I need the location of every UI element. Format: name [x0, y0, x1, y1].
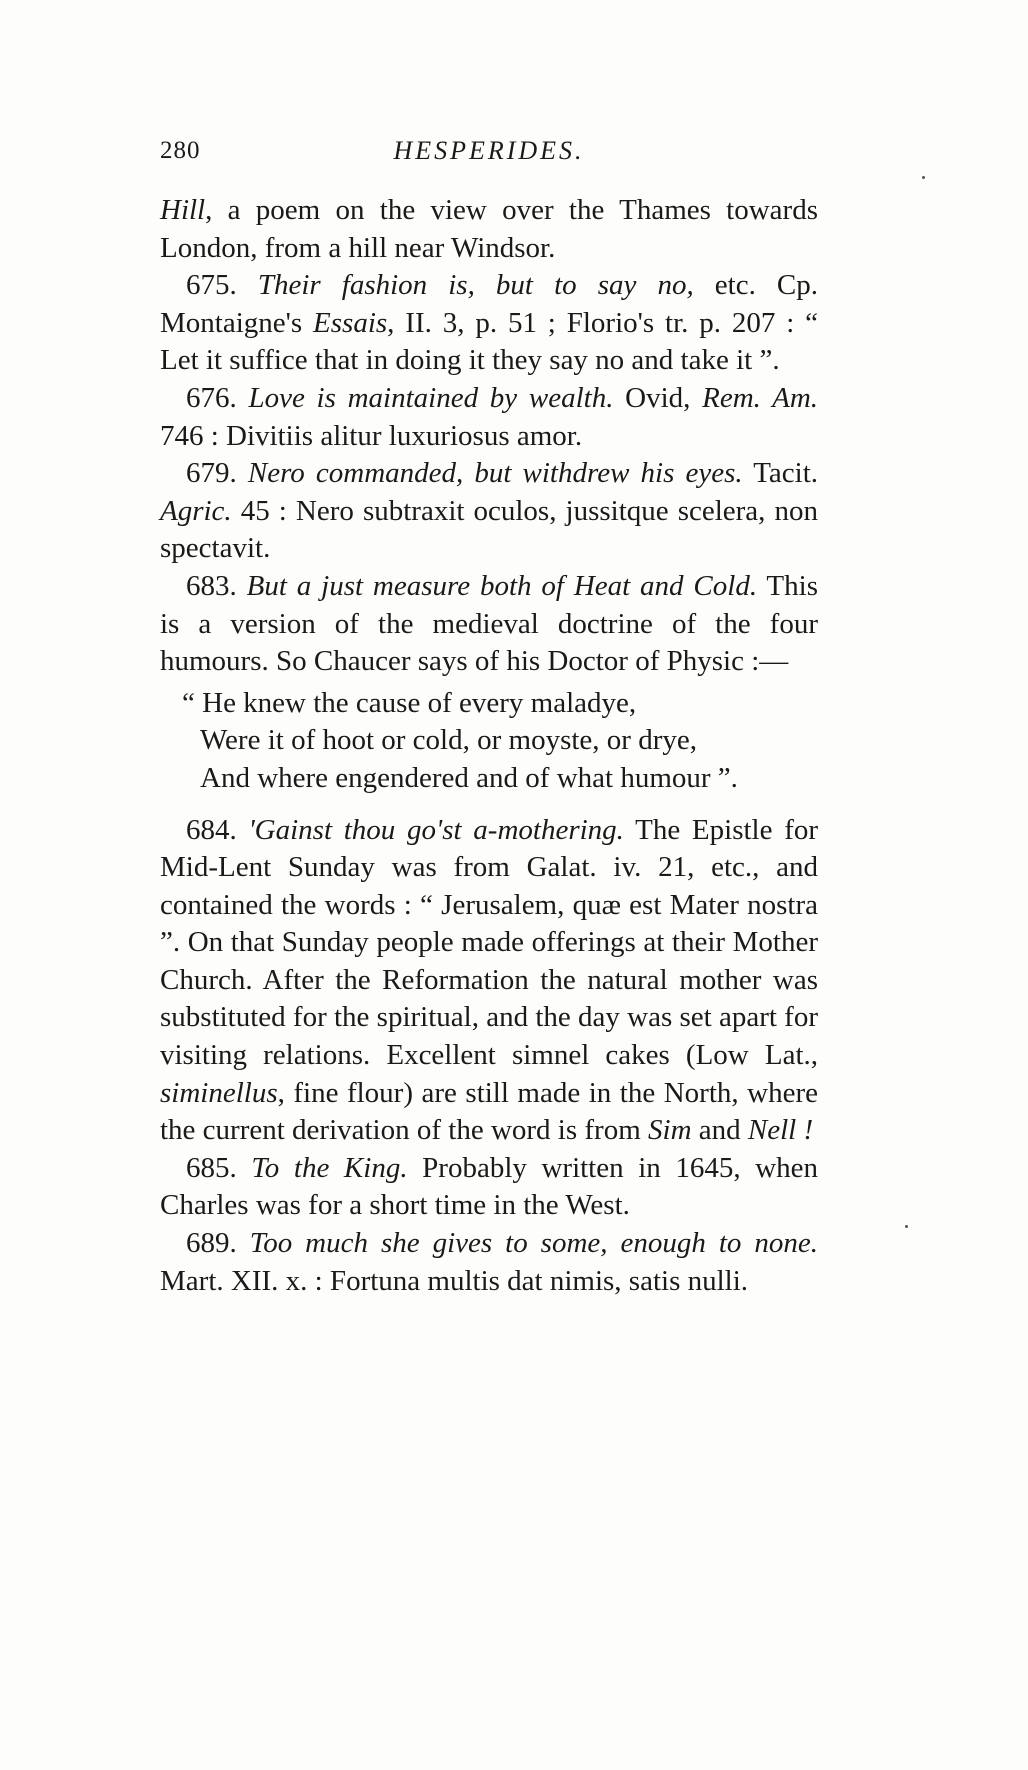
note-685: [160, 1150, 818, 1225]
italic-text: Nero commanded, but withdrew his eyes.: [247, 457, 743, 490]
note-text: The Epistle for Mid-Lent Sunday was from Galat. iv. 21, etc., and contained the words : “ Jerusalem, quæ est Mater nostra ”. On that Sunday people made offerings at their Mother Church. After the Reformation the natural mother was substituted for the spiritual, and the day was set apart for visiting relations. Excellent simnel cakes (Low Lat.,: [160, 813, 819, 1072]
margin-speck: [905, 1225, 908, 1228]
italic-text: Sim: [648, 1114, 692, 1147]
note-676: [160, 380, 818, 455]
note-text: 685.: [186, 1151, 252, 1184]
note-text: 683.: [186, 569, 247, 602]
chaucer-quotation: [160, 685, 818, 798]
note-text: Tacit.: [742, 457, 819, 490]
note-679: [160, 455, 818, 568]
italic-text: But a just measure both of Heat and Cold.: [246, 569, 758, 602]
running-head: HESPERIDES.: [393, 136, 585, 165]
note-text: Mart. XII. x. : Fortuna multis dat nimis, satis nulli.: [160, 1264, 749, 1297]
note-text: etc. Cp. Montaigne's: [160, 269, 819, 339]
note-text: 675.: [186, 269, 258, 302]
verse-line: Were it of hoot or cold, or moyste, or drye,: [200, 724, 697, 757]
note-text: 676.: [186, 381, 249, 414]
note-text: 746 : Divitiis alitur luxuriosus amor.: [160, 419, 583, 452]
italic-text: To the King.: [251, 1151, 408, 1184]
note-text: , fine flour) are still made in the North, where the current derivation of the word is from: [160, 1076, 818, 1147]
note-text: 679.: [186, 457, 248, 490]
note-689: [160, 1225, 818, 1300]
italic-text: Essais: [313, 306, 388, 339]
italic-text: 'Gainst thou go'st a-mothering.: [248, 813, 624, 846]
note-continuation: [160, 192, 818, 267]
verse-line: And where engendered and of what humour ”.: [200, 761, 738, 794]
note-684: [160, 812, 818, 1150]
note-683: [160, 568, 818, 681]
note-text: 684.: [186, 813, 249, 846]
note-text: , a poem on the view over the Thames towards London, from a hill near Windsor.: [160, 194, 818, 264]
italic-text: siminellus: [160, 1076, 278, 1109]
italic-text: Love is maintained by wealth.: [248, 381, 614, 414]
italic-text: Too much she gives to some, enough to none.: [249, 1227, 819, 1260]
note-text: and: [691, 1114, 748, 1147]
italic-text: Nell !: [747, 1114, 814, 1147]
note-text: Probably written in 1645, when Charles was for a short time in the West.: [160, 1151, 819, 1222]
note-text: This is a version of the medieval doctrine of the four humours. So Chaucer says of his Doctor of Physic :—: [160, 569, 818, 678]
italic-text: Hill: [160, 194, 206, 226]
note-text: Ovid,: [613, 381, 703, 414]
notes-after-verse: [160, 812, 818, 1301]
page-header: [160, 132, 818, 172]
note-text: , II. 3, p. 51 ; Florio's tr. p. 207 : “ Let it suffice that in doing it they say no and take it ”.: [160, 306, 819, 377]
italic-text: Rem. Am.: [702, 381, 819, 414]
notes-before-verse: [160, 192, 818, 681]
margin-speck: [922, 176, 925, 179]
note-675: [160, 267, 818, 380]
italic-text: Agric.: [160, 494, 232, 527]
book-page: [160, 132, 818, 1300]
note-text: 45 : Nero subtraxit oculos, jussitque scelera, non spectavit.: [160, 494, 818, 565]
page-number: 280: [160, 137, 201, 164]
note-text: 689.: [186, 1227, 250, 1260]
verse-line: “ He knew the cause of every maladye,: [182, 686, 637, 719]
italic-text: Their fashion is, but to say no,: [257, 269, 694, 302]
